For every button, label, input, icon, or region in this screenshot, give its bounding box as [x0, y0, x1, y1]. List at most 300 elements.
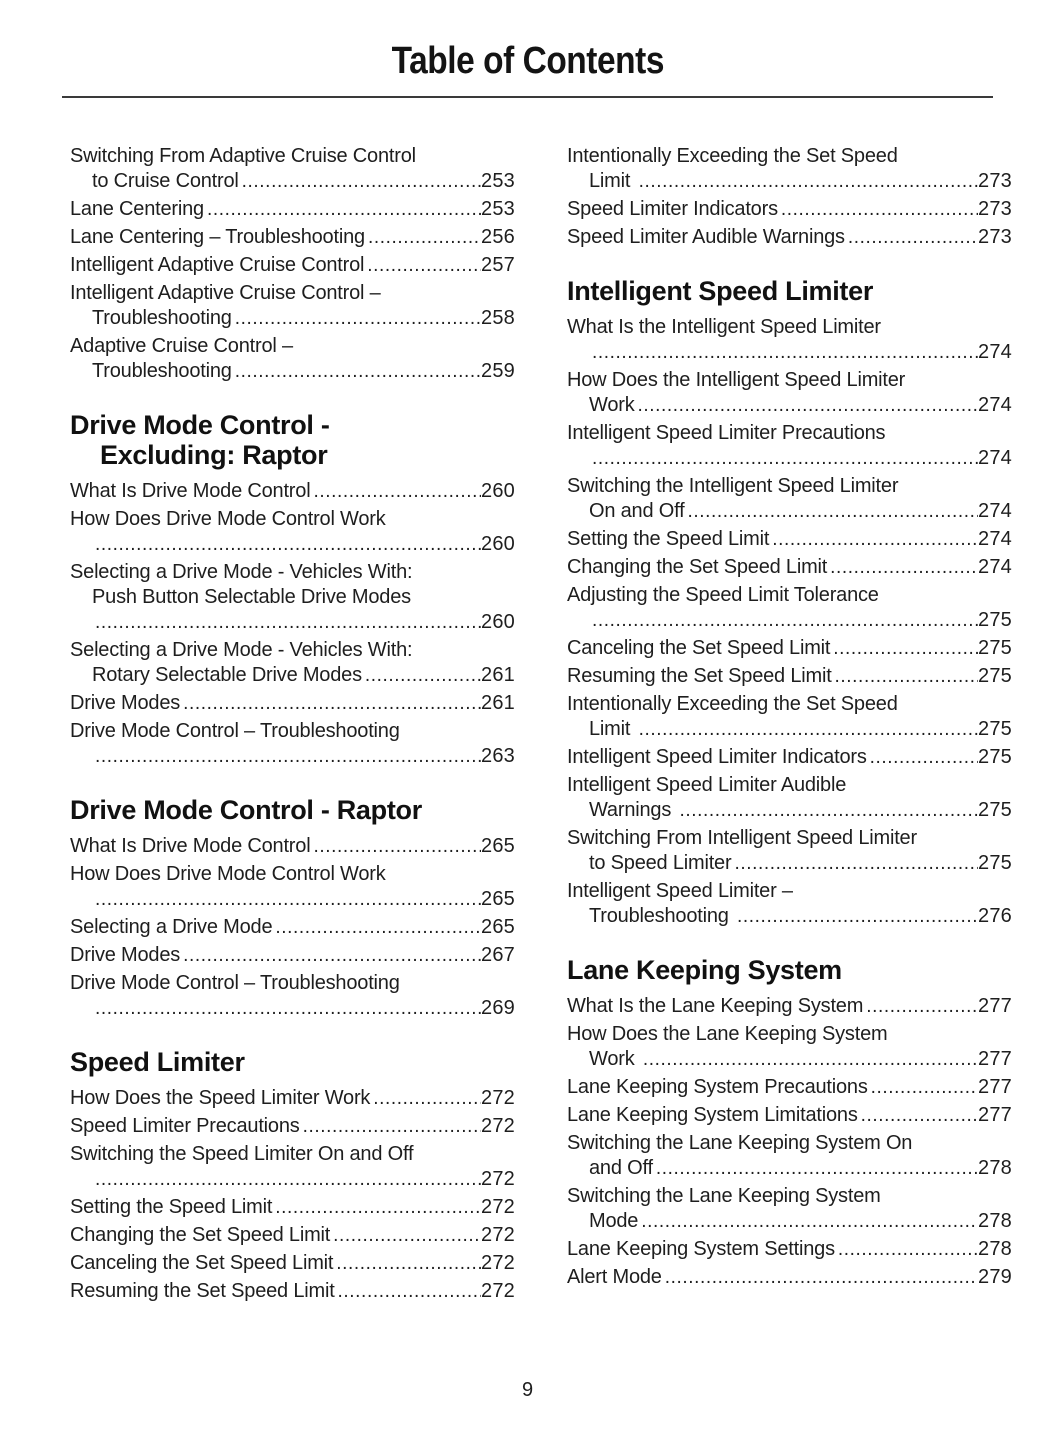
toc-entry-line [567, 527, 1012, 552]
dot-leader [734, 851, 978, 876]
page-number: 272 [481, 1224, 515, 1246]
section-heading [70, 410, 515, 470]
toc-entry-line [70, 691, 515, 716]
page-number: 275 [978, 665, 1012, 687]
page-number: 278 [978, 1210, 1012, 1232]
toc-entry[interactable] [70, 144, 515, 194]
toc-entry-line [70, 1279, 515, 1304]
toc-entry-text: Lane Centering [70, 198, 204, 220]
toc-entry[interactable] [567, 144, 1012, 194]
toc-entry-text: Lane Centering – Troubleshooting [70, 226, 365, 248]
toc-entry-line [567, 1103, 1012, 1128]
toc-entry-line [70, 507, 515, 532]
toc-entry-text: to Speed Limiter [589, 852, 732, 874]
dot-leader [871, 1075, 978, 1100]
page-number: 265 [481, 888, 515, 910]
toc-entry-line [567, 1047, 1012, 1072]
dot-leader [95, 744, 481, 769]
toc-entry-line [567, 368, 1012, 393]
toc-entry[interactable] [567, 692, 1012, 742]
page-number: 265 [481, 835, 515, 857]
page-number: 275 [978, 852, 1012, 874]
toc-entry-text: Drive Modes [70, 692, 181, 714]
toc-entry[interactable] [567, 636, 1012, 661]
dot-leader [235, 359, 481, 384]
toc-entry-text: Changing the Set Speed Limit [70, 1224, 331, 1246]
toc-entry-line [70, 560, 515, 585]
dot-leader [838, 1237, 978, 1262]
page-number: 260 [481, 533, 515, 555]
page-number: 260 [481, 480, 515, 502]
page-number: 260 [481, 611, 515, 633]
toc-entry-text: Limit [589, 718, 636, 740]
toc-entry-text: Adjusting the Speed Limit Tolerance [567, 584, 879, 606]
page-number: 274 [978, 528, 1012, 550]
toc-entry-text: Canceling the Set Speed Limit [567, 637, 831, 659]
toc-entry-line [567, 904, 1012, 929]
page-number: 274 [978, 394, 1012, 416]
toc-entry-text: What Is the Lane Keeping System [567, 995, 864, 1017]
toc-entry-line [567, 474, 1012, 499]
toc-entry[interactable] [567, 1184, 1012, 1234]
dot-leader [303, 1114, 481, 1139]
toc-entry-line [70, 1195, 515, 1220]
dot-leader [830, 555, 978, 580]
page-number: 273 [978, 170, 1012, 192]
toc-entry-text: How Does Drive Mode Control Work [70, 863, 386, 885]
page-number: 277 [978, 1076, 1012, 1098]
dot-leader [592, 446, 978, 471]
toc-entry[interactable] [567, 1265, 1012, 1290]
toc-entry[interactable] [70, 834, 515, 859]
toc-entry-text: Selecting a Drive Mode - Vehicles With: [70, 639, 413, 661]
dot-leader [639, 717, 978, 742]
page-number: 275 [978, 746, 1012, 768]
toc-entry-text: Push Button Selectable Drive Modes [92, 586, 411, 608]
dot-leader [680, 798, 979, 823]
dot-leader [870, 745, 978, 770]
dot-leader [643, 1047, 978, 1072]
toc-entry[interactable] [70, 862, 515, 912]
toc-entry-line [567, 583, 1012, 608]
toc-entry-text: How Does the Speed Limiter Work [70, 1087, 371, 1109]
section-heading-line: Speed Limiter [70, 1047, 245, 1077]
dot-leader [835, 664, 978, 689]
toc-entry-text: Work [589, 394, 635, 416]
toc-column-left [70, 144, 515, 1307]
toc-entry-line [70, 225, 515, 250]
toc-entry-text: Canceling the Set Speed Limit [70, 1252, 334, 1274]
toc-entry-line [567, 393, 1012, 418]
page-number: 272 [481, 1252, 515, 1274]
toc-entry[interactable] [567, 583, 1012, 633]
page-number: 274 [978, 500, 1012, 522]
page-number: 275 [978, 718, 1012, 740]
toc-entry-line [70, 169, 515, 194]
toc-entry[interactable] [70, 197, 515, 222]
toc-entry-line [567, 144, 1012, 169]
toc-entry-line [567, 499, 1012, 524]
toc-entry[interactable] [70, 1114, 515, 1139]
toc-entry-text: Intelligent Speed Limiter Indicators [567, 746, 867, 768]
toc-entry-line [567, 994, 1012, 1019]
dot-leader [373, 1086, 481, 1111]
page-number: 256 [481, 226, 515, 248]
toc-entry-line [70, 306, 515, 331]
section-heading [70, 1047, 515, 1077]
section-heading [567, 955, 1012, 985]
toc-entry[interactable] [567, 1131, 1012, 1181]
toc-entry-text: Lane Keeping System Precautions [567, 1076, 868, 1098]
dot-leader [183, 691, 481, 716]
section-heading-line: Drive Mode Control - [70, 410, 330, 440]
dot-leader [866, 994, 978, 1019]
toc-content [0, 98, 1055, 1307]
toc-entry-text: Mode [589, 1210, 639, 1232]
toc-entry-line [70, 585, 515, 610]
dot-leader [592, 340, 978, 365]
toc-entry-text: Drive Mode Control – Troubleshooting [70, 972, 400, 994]
toc-entry-line [70, 744, 515, 769]
page-number: 277 [978, 1104, 1012, 1126]
toc-entry-line [567, 1265, 1012, 1290]
dot-leader [207, 197, 481, 222]
toc-entry-line [567, 1184, 1012, 1209]
toc-entry-text: How Does the Lane Keeping System [567, 1023, 888, 1045]
toc-entry-line [567, 555, 1012, 580]
page-number: 272 [481, 1087, 515, 1109]
page-number: 276 [978, 905, 1012, 927]
toc-entry-text: Selecting a Drive Mode [70, 916, 273, 938]
toc-entry-text: Intelligent Adaptive Cruise Control [70, 254, 365, 276]
toc-entry-line [70, 862, 515, 887]
toc-entry-text: Lane Keeping System Settings [567, 1238, 835, 1260]
footer-page-number: 9 [521, 1379, 534, 1401]
toc-entry-line [70, 1114, 515, 1139]
toc-entry-line [567, 421, 1012, 446]
toc-entry-text: On and Off [589, 500, 685, 522]
toc-entry-text: What Is Drive Mode Control [70, 835, 311, 857]
toc-entry-line [70, 1251, 515, 1276]
section-heading-line: Drive Mode Control - Raptor [70, 795, 422, 825]
page-number: 278 [978, 1238, 1012, 1260]
toc-entry-text: How Does the Intelligent Speed Limiter [567, 369, 906, 391]
dot-leader [95, 532, 481, 557]
toc-entry-line [70, 197, 515, 222]
toc-entry-line [567, 340, 1012, 365]
toc-entry-line [70, 915, 515, 940]
page-number: 275 [978, 609, 1012, 631]
dot-leader [313, 479, 481, 504]
dot-leader [665, 1265, 978, 1290]
dot-leader [338, 1279, 481, 1304]
toc-entry-text: Adaptive Cruise Control – [70, 335, 293, 357]
dot-leader [333, 1223, 481, 1248]
dot-leader [641, 1209, 978, 1234]
toc-entry[interactable] [70, 971, 515, 1021]
section-heading-line: Lane Keeping System [567, 955, 842, 985]
toc-entry[interactable] [70, 719, 515, 769]
dot-leader [235, 306, 481, 331]
toc-entry-text: Drive Modes [70, 944, 181, 966]
toc-entry-line [70, 334, 515, 359]
page-number: 279 [978, 1266, 1012, 1288]
toc-entry-line [567, 826, 1012, 851]
toc-entry-text: Switching the Lane Keeping System On [567, 1132, 913, 1154]
dot-leader [365, 663, 481, 688]
toc-entry-text: Troubleshooting [92, 307, 232, 329]
toc-entry-text: Alert Mode [567, 1266, 662, 1288]
toc-entry-line [567, 664, 1012, 689]
toc-entry-text: Limit [589, 170, 636, 192]
dot-leader [687, 499, 978, 524]
toc-entry-line [567, 1022, 1012, 1047]
toc-entry-line [567, 1075, 1012, 1100]
toc-entry[interactable] [70, 943, 515, 968]
toc-entry-line [70, 887, 515, 912]
dot-leader [336, 1251, 481, 1276]
toc-entry[interactable] [70, 281, 515, 331]
toc-entry-text: Switching From Adaptive Cruise Control [70, 145, 416, 167]
toc-entry[interactable] [70, 915, 515, 940]
toc-entry-text: Speed Limiter Precautions [70, 1115, 300, 1137]
toc-entry-line [567, 717, 1012, 742]
toc-entry-line [567, 1156, 1012, 1181]
page-number: 273 [978, 198, 1012, 220]
toc-entry-line [70, 638, 515, 663]
dot-leader [95, 1167, 481, 1192]
toc-entry[interactable] [567, 664, 1012, 689]
page-number: 275 [978, 799, 1012, 821]
toc-entry-line [567, 225, 1012, 250]
toc-entry-text: Troubleshooting [589, 905, 735, 927]
page-header [0, 0, 1055, 83]
toc-entry-line [70, 943, 515, 968]
dot-leader [833, 636, 978, 661]
dot-leader [313, 834, 481, 859]
page-number: 267 [481, 944, 515, 966]
toc-entry[interactable] [567, 1022, 1012, 1072]
dot-leader [638, 393, 979, 418]
toc-entry[interactable] [70, 479, 515, 504]
toc-entry-line [70, 532, 515, 557]
toc-entry[interactable] [567, 474, 1012, 524]
page-number: 277 [978, 1048, 1012, 1070]
toc-entry-line [70, 1142, 515, 1167]
dot-leader [95, 887, 481, 912]
toc-entry[interactable] [70, 638, 515, 688]
dot-leader [95, 610, 481, 635]
dot-leader [639, 169, 978, 194]
dot-leader [367, 253, 481, 278]
toc-entry-text: Intelligent Speed Limiter – [567, 880, 793, 902]
toc-entry[interactable] [70, 253, 515, 278]
dot-leader [592, 608, 978, 633]
toc-entry-text: What Is the Intelligent Speed Limiter [567, 316, 881, 338]
toc-entry[interactable] [567, 879, 1012, 929]
toc-entry-line [567, 1237, 1012, 1262]
toc-entry-text: Intelligent Speed Limiter Precautions [567, 422, 886, 444]
section-heading [567, 276, 1012, 306]
toc-entry-line [567, 608, 1012, 633]
toc-entry[interactable] [70, 1251, 515, 1276]
toc-entry[interactable] [567, 421, 1012, 471]
toc-entry[interactable] [70, 225, 515, 250]
toc-entry-text: Switching the Intelligent Speed Limiter [567, 475, 899, 497]
toc-entry-line [567, 197, 1012, 222]
dot-leader [275, 1195, 481, 1220]
toc-entry[interactable] [567, 773, 1012, 823]
section-heading-line: Excluding: Raptor [100, 440, 328, 470]
toc-entry-text: Resuming the Set Speed Limit [567, 665, 832, 687]
toc-entry-line [567, 315, 1012, 340]
toc-entry-text: Speed Limiter Indicators [567, 198, 778, 220]
dot-leader [368, 225, 481, 250]
toc-entry-text: Intentionally Exceeding the Set Speed [567, 693, 898, 715]
page-number: 253 [481, 170, 515, 192]
toc-entry-line [70, 834, 515, 859]
toc-entry-text: Switching the Speed Limiter On and Off [70, 1143, 414, 1165]
toc-entry[interactable] [70, 1142, 515, 1192]
toc-entry-line [567, 692, 1012, 717]
toc-entry[interactable] [567, 1103, 1012, 1128]
toc-entry-line [567, 1209, 1012, 1234]
toc-entry-line [567, 636, 1012, 661]
toc-entry-text: to Cruise Control [92, 170, 239, 192]
toc-entry-line [70, 1223, 515, 1248]
toc-entry-line [70, 1086, 515, 1111]
toc-entry-line [567, 773, 1012, 798]
page-number: 261 [481, 664, 515, 686]
page-number: 272 [481, 1168, 515, 1190]
toc-entry-line [70, 1167, 515, 1192]
toc-entry-text: Intelligent Adaptive Cruise Control – [70, 282, 381, 304]
toc-entry-text: Setting the Speed Limit [567, 528, 770, 550]
page-number: 265 [481, 916, 515, 938]
page-number: 263 [481, 745, 515, 767]
toc-entry-line [70, 281, 515, 306]
dot-leader [656, 1156, 978, 1181]
toc-entry-line [567, 169, 1012, 194]
toc-entry[interactable] [567, 555, 1012, 580]
toc-entry-line [567, 1131, 1012, 1156]
toc-entry-text: Lane Keeping System Limitations [567, 1104, 858, 1126]
toc-entry-text: Intelligent Speed Limiter Audible [567, 774, 847, 796]
toc-entry-text: Drive Mode Control – Troubleshooting [70, 720, 400, 742]
dot-leader [275, 915, 481, 940]
toc-entry[interactable] [567, 527, 1012, 552]
toc-entry-line [567, 446, 1012, 471]
toc-entry[interactable] [70, 334, 515, 384]
dot-leader [242, 169, 481, 194]
page-number: 269 [481, 997, 515, 1019]
toc-entry[interactable] [70, 1195, 515, 1220]
toc-entry[interactable] [70, 691, 515, 716]
toc-entry[interactable] [567, 315, 1012, 365]
toc-entry-text: Changing the Set Speed Limit [567, 556, 828, 578]
toc-entry-line [70, 253, 515, 278]
toc-entry-text: Troubleshooting [92, 360, 232, 382]
toc-entry-line [70, 359, 515, 384]
toc-entry[interactable] [567, 225, 1012, 250]
toc-entry[interactable] [70, 1223, 515, 1248]
toc-entry[interactable] [70, 1279, 515, 1304]
dot-leader [183, 943, 481, 968]
page-number: 278 [978, 1157, 1012, 1179]
dot-leader [95, 996, 481, 1021]
toc-entry-line [70, 719, 515, 744]
dot-leader [848, 225, 978, 250]
page-number: 275 [978, 637, 1012, 659]
toc-entry-line [70, 144, 515, 169]
dot-leader [737, 904, 978, 929]
toc-entry-line [567, 879, 1012, 904]
toc-entry-text: Warnings [589, 799, 677, 821]
toc-entry-line [70, 996, 515, 1021]
toc-entry-line [567, 798, 1012, 823]
toc-entry-text: Switching the Lane Keeping System [567, 1185, 881, 1207]
page-number: 257 [481, 254, 515, 276]
toc-entry-text: Intentionally Exceeding the Set Speed [567, 145, 898, 167]
page-number: 273 [978, 226, 1012, 248]
section-heading [70, 795, 515, 825]
toc-entry-text: Selecting a Drive Mode - Vehicles With: [70, 561, 413, 583]
toc-entry[interactable] [567, 994, 1012, 1019]
toc-entry[interactable] [567, 745, 1012, 770]
toc-entry[interactable] [70, 1086, 515, 1111]
toc-entry[interactable] [70, 507, 515, 557]
page-number: 253 [481, 198, 515, 220]
toc-entry-text: Work [589, 1048, 640, 1070]
toc-entry-line [70, 479, 515, 504]
page-number: 272 [481, 1196, 515, 1218]
page-number: 261 [481, 692, 515, 714]
toc-entry-line [567, 851, 1012, 876]
page-number: 259 [481, 360, 515, 382]
toc-entry-text: Setting the Speed Limit [70, 1196, 273, 1218]
toc-entry-text: Switching From Intelligent Speed Limiter [567, 827, 917, 849]
toc-column-right [567, 144, 1012, 1307]
toc-entry[interactable] [567, 368, 1012, 418]
page-number: 258 [481, 307, 515, 329]
toc-entry-line [70, 610, 515, 635]
toc-entry[interactable] [567, 826, 1012, 876]
toc-entry-text: Resuming the Set Speed Limit [70, 1280, 335, 1302]
toc-entry[interactable] [567, 1237, 1012, 1262]
toc-entry-line [70, 971, 515, 996]
page-number: 272 [481, 1280, 515, 1302]
section-heading-line: Intelligent Speed Limiter [567, 276, 874, 306]
toc-entry[interactable] [70, 560, 515, 635]
page-number: 277 [978, 995, 1012, 1017]
page-number: 274 [978, 341, 1012, 363]
toc-entry-text: Speed Limiter Audible Warnings [567, 226, 845, 248]
toc-entry[interactable] [567, 1075, 1012, 1100]
dot-leader [781, 197, 978, 222]
page-number: 272 [481, 1115, 515, 1137]
toc-entry-text: and Off [589, 1157, 653, 1179]
page-number: 274 [978, 556, 1012, 578]
dot-leader [772, 527, 978, 552]
toc-entry-line [567, 745, 1012, 770]
dot-leader [861, 1103, 978, 1128]
toc-entry-text: How Does Drive Mode Control Work [70, 508, 386, 530]
toc-entry[interactable] [567, 197, 1012, 222]
toc-entry-text: Rotary Selectable Drive Modes [92, 664, 362, 686]
page-title: Table of Contents [391, 40, 664, 82]
toc-entry-line [70, 663, 515, 688]
toc-entry-text: What Is Drive Mode Control [70, 480, 311, 502]
